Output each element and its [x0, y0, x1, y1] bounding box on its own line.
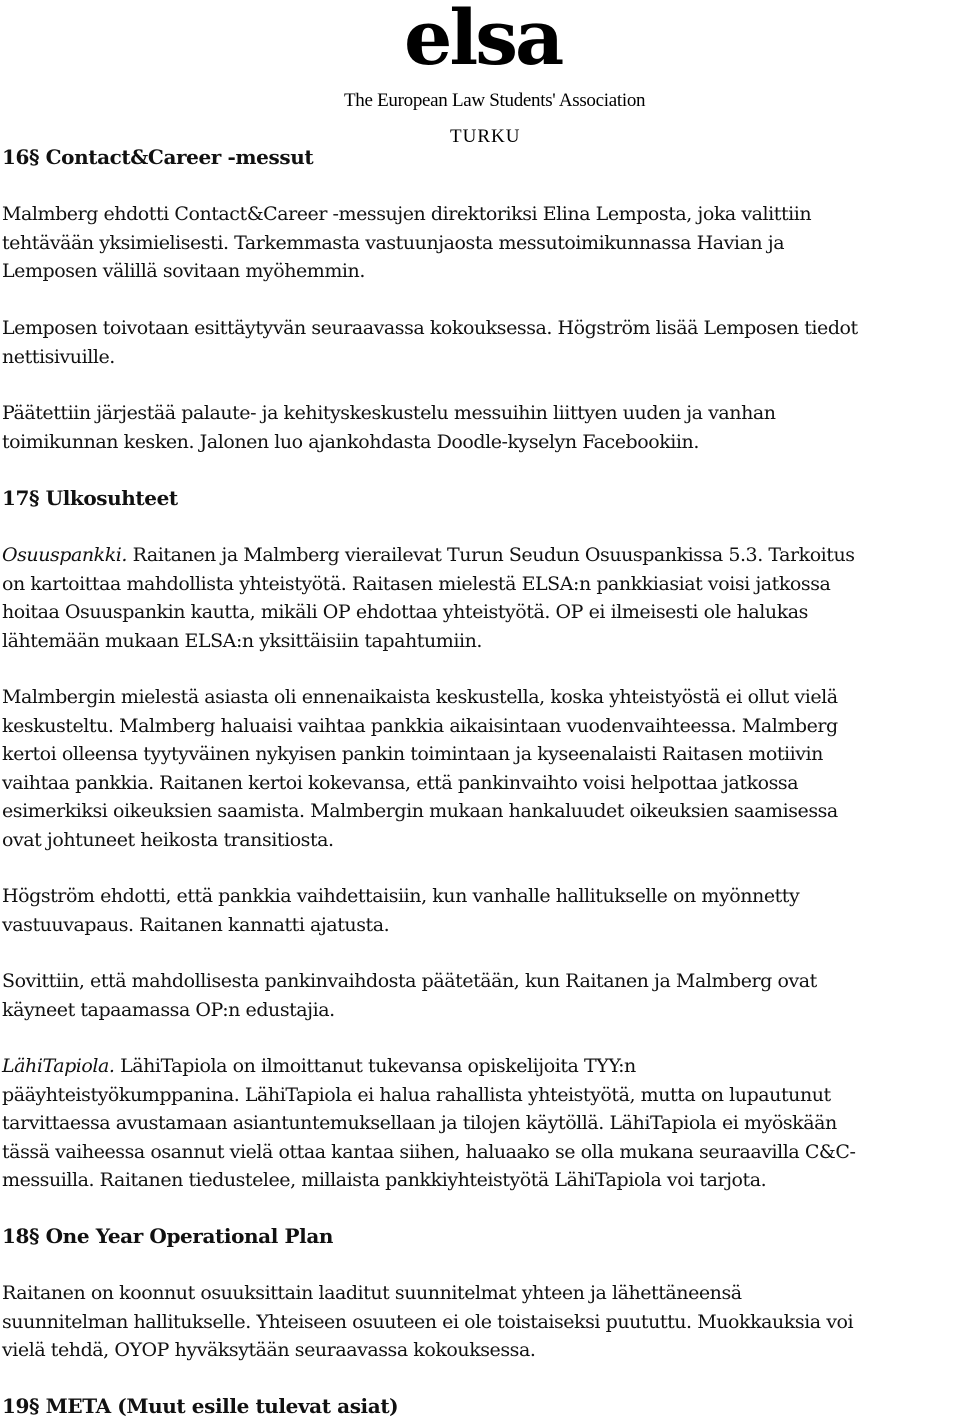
section-16-paragraph-2	[2, 314, 958, 371]
section-16-paragraph-1	[2, 200, 958, 286]
topic-lead-lahitapiola: LähiTapiola.	[2, 1055, 115, 1077]
text-line: tehtävään yksimielisesti. Tarkemmasta vastuunjaosta messutoimikunnassa Havian ja	[2, 231, 785, 254]
section-18-heading: 18§ One Year Operational Plan	[2, 1224, 334, 1248]
section-17-paragraph-lahitapiola	[2, 1052, 958, 1195]
text-line: nettisivuille.	[2, 345, 115, 368]
section-16-heading: 16§ Contact&Career -messut	[2, 145, 314, 169]
section-17-paragraph-4	[2, 967, 958, 1024]
section-17-paragraph-3	[2, 882, 958, 939]
text-line: vastuuvapaus. Raitanen kannatti ajatusta.	[2, 913, 390, 936]
text-line: Päätettiin järjestää palaute- ja kehityskeskustelu messuihin liittyen uuden ja vanhan	[2, 402, 776, 424]
section-16-paragraph-3	[2, 399, 958, 456]
text-span: LähiTapiola on ilmoittanut tukevansa opiskelijoita TYY:n	[114, 1055, 636, 1077]
text-line: Malmbergin mielestä asiasta oli ennenaikaista keskustella, koska yhteistyöstä ei ollut vielä	[2, 686, 838, 708]
text-line: ovat johtuneet heikosta transitiosta.	[2, 828, 334, 851]
section-18-paragraph-1	[2, 1279, 958, 1365]
section-17-paragraph-osuuspankki	[2, 541, 958, 655]
text-line: kertoi olleensa tyytyväinen nykyisen pankin toimintaan ja kyseenalaisti Raitasen motiivin	[2, 743, 823, 765]
text-line: vielä tehdä, OYOP hyväksytään seuraavassa kokouksessa.	[2, 1339, 536, 1361]
topic-lead-osuuspankki: Osuuspankki.	[2, 544, 128, 566]
logo-organization-name: The European Law Students' Association	[344, 90, 646, 111]
section-19-heading: 19§ META (Muut esille tulevat asiat)	[2, 1394, 399, 1418]
logo-city: TURKU	[450, 126, 521, 147]
text-line: esimerkiksi oikeuksien saamista. Malmbergin mukaan hankaluudet oikeuksien saamisessa	[2, 800, 838, 822]
text-line: toimikunnan kesken. Jalonen luo ajankohdasta Doodle-kyselyn Facebookiin.	[2, 430, 699, 453]
text-line: messuilla. Raitanen tiedustelee, millaista pankkiyhteistyötä LähiTapiola voi tarjota.	[2, 1169, 767, 1191]
text-line: Lemposen välillä sovitaan myöhemmin.	[2, 260, 365, 282]
elsa-logo	[344, 0, 644, 150]
text-line: vaihtaa pankkia. Raitanen kertoi kokevansa, että pankinvaihto voisi helpottaa jatkossa	[2, 771, 799, 794]
text-line: pääyhteistyökumppanina. LähiTapiola ei halua rahallista yhteistyötä, mutta on lupautunut	[2, 1083, 831, 1106]
text-line: Lemposen toivotaan esittäytyvän seuraavassa kokouksessa. Högström lisää Lemposen tiedot	[2, 317, 858, 339]
text-line: suunnitelman hallitukselle. Yhteiseen osuuteen ei ole toistaiseksi puututtu. Muokkauksia voi	[2, 1310, 854, 1333]
text-line: Raitanen on koonnut osuuksittain laaditut suunnitelmat yhteen ja lähettäneensä	[2, 1282, 742, 1304]
text-line: lähtemään mukaan ELSA:n yksittäisiin tapahtumiin.	[2, 629, 482, 652]
text-line: tässä vaiheessa osannut vielä ottaa kantaa siihen, haluaako se olla mukana seuraavilla C&C-	[2, 1140, 856, 1163]
text-line	[2, 541, 958, 570]
text-line: käyneet tapaamassa OP:n edustajia.	[2, 998, 335, 1021]
text-line: Malmberg ehdotti Contact&Career -messujen direktoriksi Elina Lemposta, joka valittiin	[2, 203, 812, 225]
text-line	[2, 1052, 958, 1081]
section-17-paragraph-2	[2, 683, 958, 854]
text-line: keskusteltu. Malmberg haluaisi vaihtaa pankkia aikaisintaan vuodenvaihteessa. Malmberg	[2, 714, 838, 737]
text-line: on kartoittaa mahdollista yhteistyötä. Raitasen mielestä ELSA:n pankkiasiat voisi jatkossa	[2, 572, 831, 595]
text-line: Sovittiin, että mahdollisesta pankinvaihdosta päätetään, kun Raitanen ja Malmberg ovat	[2, 970, 817, 992]
section-17-heading: 17§ Ulkosuhteet	[2, 486, 178, 510]
text-span: Raitanen ja Malmberg vierailevat Turun Seudun Osuuspankissa 5.3. Tarkoitus	[127, 544, 855, 566]
text-line: hoitaa Osuuspankin kautta, mikäli OP ehdottaa yhteistyötä. OP ei ilmeisesti ole halukas	[2, 601, 808, 623]
text-line: tarvittaessa avustamaan asiantuntemuksellaan ja tilojen käytöllä. LähiTapiola ei myöskään	[2, 1112, 837, 1134]
elsa-logo-mark: elsa	[404, 0, 562, 82]
text-line: Högström ehdotti, että pankkia vaihdettaisiin, kun vanhalle hallitukselle on myönnetty	[2, 885, 800, 907]
